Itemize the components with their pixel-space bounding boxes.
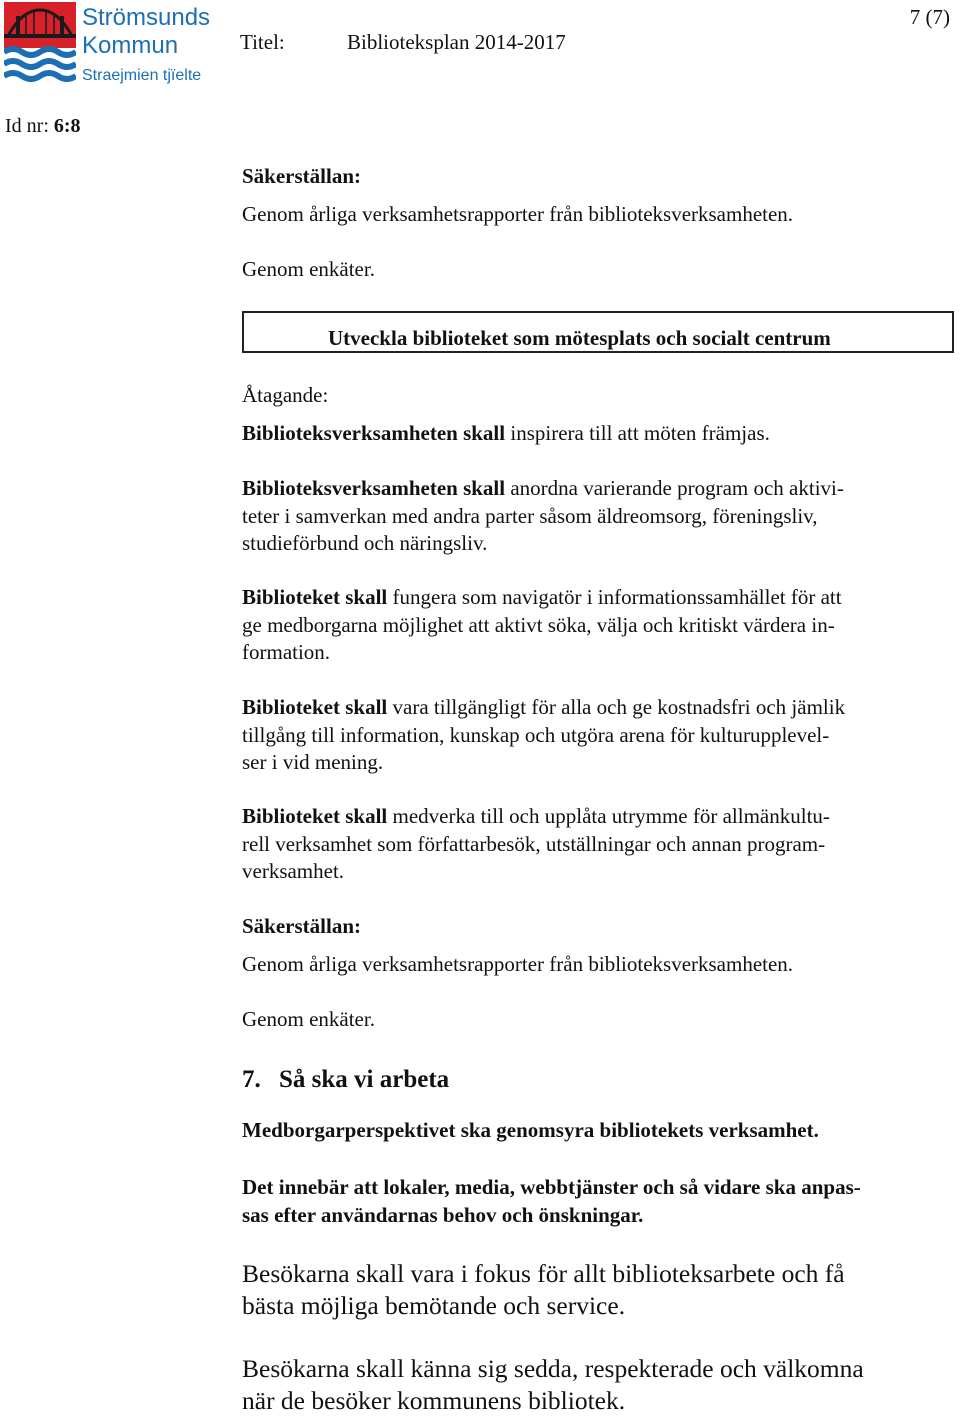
document-id — [5, 113, 81, 139]
text-line — [242, 803, 948, 831]
lead-phrase: Biblioteket skall — [242, 585, 387, 609]
chapter-title: Så ska vi arbeta — [279, 1066, 449, 1093]
text-line: verksamhet. — [242, 858, 948, 886]
text-line: Besökarna skall vara i fokus för allt biblioteksarbete och få — [242, 1258, 948, 1290]
section-heading-atagande: Åtagande: — [242, 382, 948, 410]
text-line: när de besöker kommunens bibliotek. — [242, 1385, 948, 1416]
text-line: tillgång till information, kunskap och utgöra arena för kulturupplevel- — [242, 722, 948, 750]
paragraph: Genom årliga verksamhetsrapporter från biblioteksverksamheten. — [242, 951, 948, 979]
bold-paragraph: Medborgarperspektivet ska genomsyra bibliotekets verksamhet. — [242, 1117, 948, 1145]
page-number: 7 (7) — [910, 4, 950, 30]
municipality-logo — [4, 2, 214, 88]
text-line: Det innebär att lokaler, media, webbtjänster och så vidare ska anpas- — [242, 1174, 948, 1202]
line-text: inspirera till att möten främjas. — [510, 421, 770, 445]
large-paragraph — [242, 1353, 948, 1416]
commitment-paragraph — [242, 694, 948, 777]
id-label: Id nr: — [5, 115, 49, 137]
goal-heading-text: Utveckla biblioteket som mötesplats och socialt centrum — [328, 325, 831, 352]
boxed-goal-heading — [242, 311, 954, 353]
text-line: sas efter användarnas behov och önskningar. — [242, 1202, 948, 1230]
bold-paragraph — [242, 1174, 948, 1229]
text-line: bästa möjliga bemötande och service. — [242, 1290, 948, 1322]
text-line: studieförbund och näringsliv. — [242, 530, 948, 558]
logo-line-1: Strömsunds — [82, 4, 210, 32]
commitment-paragraph — [242, 803, 948, 886]
bridge-logo-icon — [4, 2, 76, 88]
text-line: ge medborgarna möjlighet att aktivt söka, välja och kritiskt värdera in- — [242, 612, 948, 640]
id-value: 6:8 — [54, 115, 81, 137]
lead-phrase: Biblioteket skall — [242, 695, 387, 719]
text-line — [242, 475, 948, 503]
line-text: medverka till och upplåta utrymme för allmänkultu- — [393, 804, 830, 828]
commitment-paragraph — [242, 584, 948, 667]
section-heading-sakerstallan-2: Säkerställan: — [242, 913, 948, 941]
chapter-number: 7. — [242, 1066, 261, 1093]
line-text: vara tillgängligt för alla och ge kostnadsfri och jämlik — [393, 695, 846, 719]
paragraph: Genom enkäter. — [242, 1006, 948, 1034]
lead-phrase: Biblioteksverksamheten skall — [242, 421, 505, 445]
title-label: Titel: — [240, 28, 285, 56]
line-text: anordna varierande program och aktivi- — [510, 476, 844, 500]
logo-line-2: Kommun — [82, 32, 210, 60]
logo-line-3: Straejmien tjïelte — [82, 64, 210, 88]
text-line: teter i samverkan med andra parter såsom äldreomsorg, föreningsliv, — [242, 503, 948, 531]
text-line — [242, 584, 948, 612]
large-paragraph — [242, 1258, 948, 1321]
commitment-paragraph — [242, 475, 948, 558]
paragraph: Genom enkäter. — [242, 256, 948, 284]
logo-wordmark — [82, 4, 210, 88]
paragraph: Genom årliga verksamhetsrapporter från biblioteksverksamheten. — [242, 201, 948, 229]
line-text: fungera som navigatör i informationssamhället för att — [393, 585, 842, 609]
text-line — [242, 694, 948, 722]
commitment-paragraph — [242, 420, 948, 448]
section-heading-sakerstallan-1: Säkerställan: — [242, 163, 948, 191]
lead-phrase: Biblioteket skall — [242, 804, 387, 828]
text-line — [242, 420, 948, 448]
chapter-heading — [242, 1064, 948, 1096]
document-title: Biblioteksplan 2014-2017 — [347, 28, 566, 56]
text-line: Besökarna skall känna sig sedda, respekterade och välkomna — [242, 1353, 948, 1385]
lead-phrase: Biblioteksverksamheten skall — [242, 476, 505, 500]
text-line: formation. — [242, 639, 948, 667]
text-line: rell verksamhet som författarbesök, utställningar och annan program- — [242, 831, 948, 859]
text-line: ser i vid mening. — [242, 749, 948, 777]
